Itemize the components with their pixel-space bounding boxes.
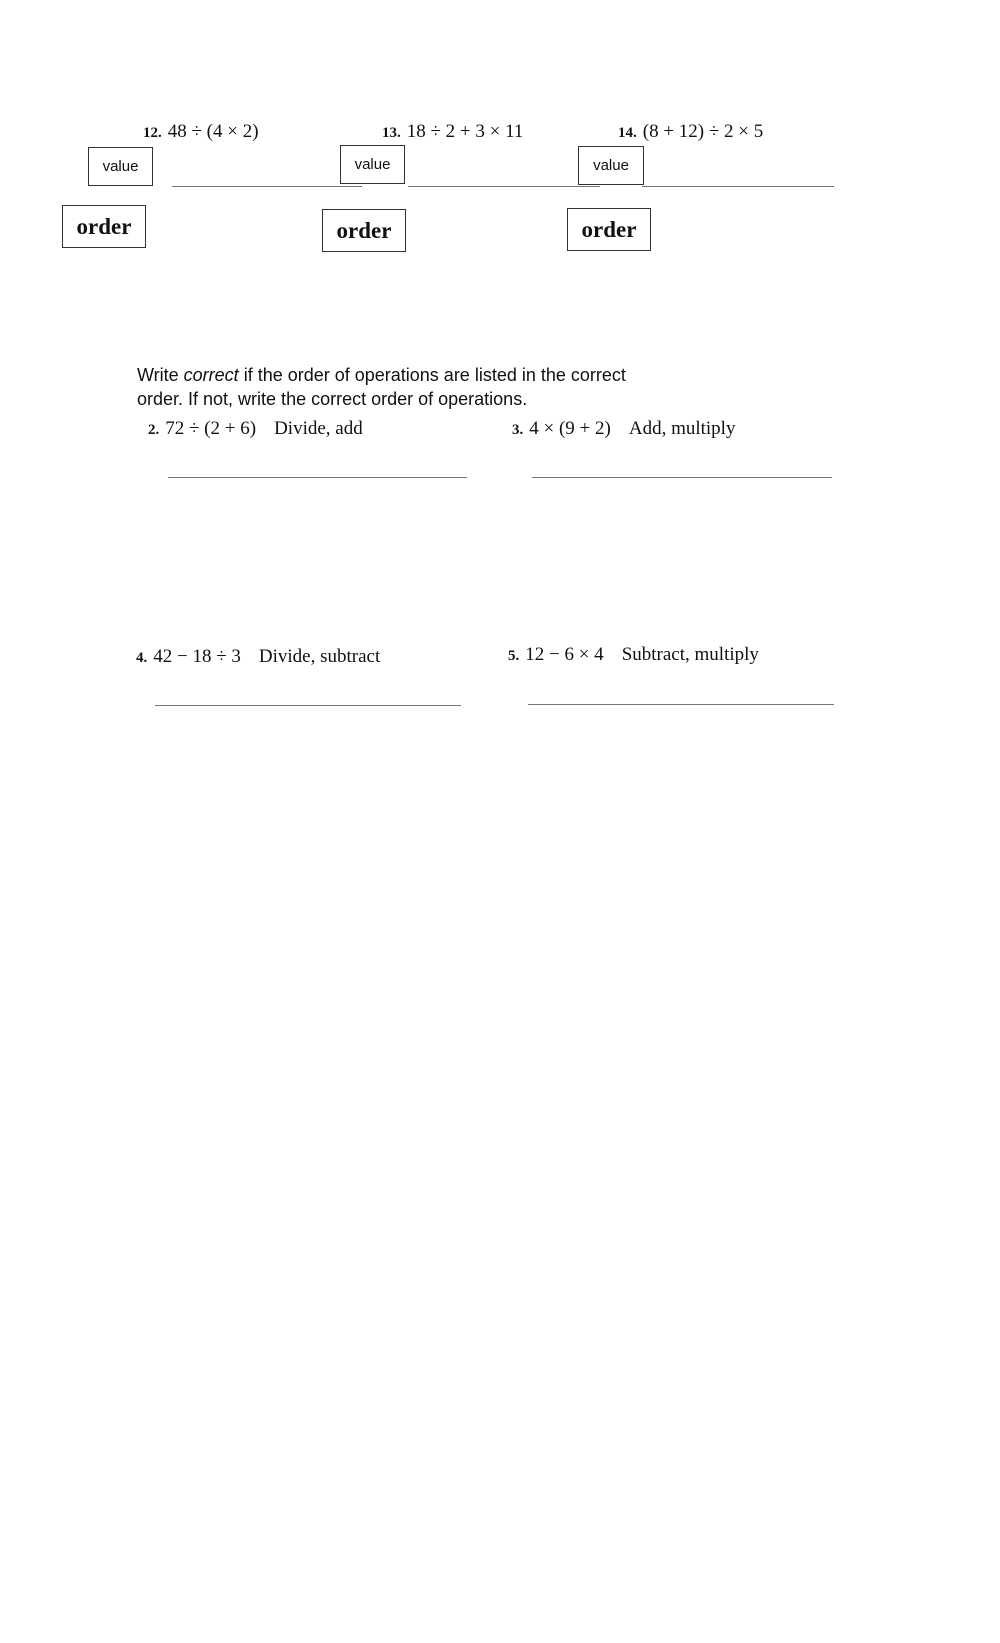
value-input-12[interactable]: value	[88, 147, 153, 186]
value-input-14[interactable]: value	[578, 146, 644, 185]
problem-number: 4.	[136, 650, 148, 666]
problem-operations: Subtract, multiply	[621, 644, 759, 665]
instruction-line-2: order. If not, write the correct order of operations.	[137, 389, 528, 409]
problem-number: 2.	[148, 422, 160, 438]
order-input-14[interactable]: order	[567, 208, 651, 251]
problem-number: 13.	[382, 125, 401, 141]
instruction-text: Write	[137, 365, 184, 385]
problem-expression: 18 ÷ 2 + 3 × 11	[406, 121, 524, 142]
value-input-13[interactable]: value	[340, 145, 405, 184]
problem-number: 5.	[508, 648, 520, 664]
instructions	[137, 363, 626, 411]
problem-3	[512, 418, 735, 440]
answer-line	[172, 186, 362, 187]
problem-expression: 72 ÷ (2 + 6)	[165, 418, 257, 439]
problem-number: 3.	[512, 422, 524, 438]
answer-line	[408, 186, 600, 187]
problem-expression: (8 + 12) ÷ 2 × 5	[642, 121, 764, 142]
problem-14	[618, 121, 763, 143]
instruction-italic: correct	[183, 365, 239, 385]
answer-line-3[interactable]	[532, 477, 832, 478]
answer-line-4[interactable]	[155, 705, 461, 706]
problem-number: 12.	[143, 125, 162, 141]
order-input-12[interactable]: order	[62, 205, 146, 248]
problem-2	[148, 418, 363, 440]
problem-operations: Divide, subtract	[258, 646, 381, 667]
problem-number: 14.	[618, 125, 637, 141]
problem-4	[136, 646, 380, 668]
instruction-line-1	[137, 363, 626, 387]
problem-13	[382, 121, 523, 143]
problem-12	[143, 121, 259, 143]
answer-line	[642, 186, 834, 187]
order-input-13[interactable]: order	[322, 209, 406, 252]
problem-expression: 42 − 18 ÷ 3	[153, 646, 241, 667]
answer-line-2[interactable]	[168, 477, 467, 478]
answer-line-5[interactable]	[528, 704, 834, 705]
problem-5	[508, 644, 759, 666]
problem-operations: Add, multiply	[628, 418, 736, 439]
problem-expression: 48 ÷ (4 × 2)	[167, 121, 259, 142]
problem-operations: Divide, add	[274, 418, 363, 439]
problem-expression: 4 × (9 + 2)	[529, 418, 611, 439]
instruction-text: if the order of operations are listed in the correct	[238, 365, 626, 385]
problem-expression: 12 − 6 × 4	[525, 644, 604, 665]
